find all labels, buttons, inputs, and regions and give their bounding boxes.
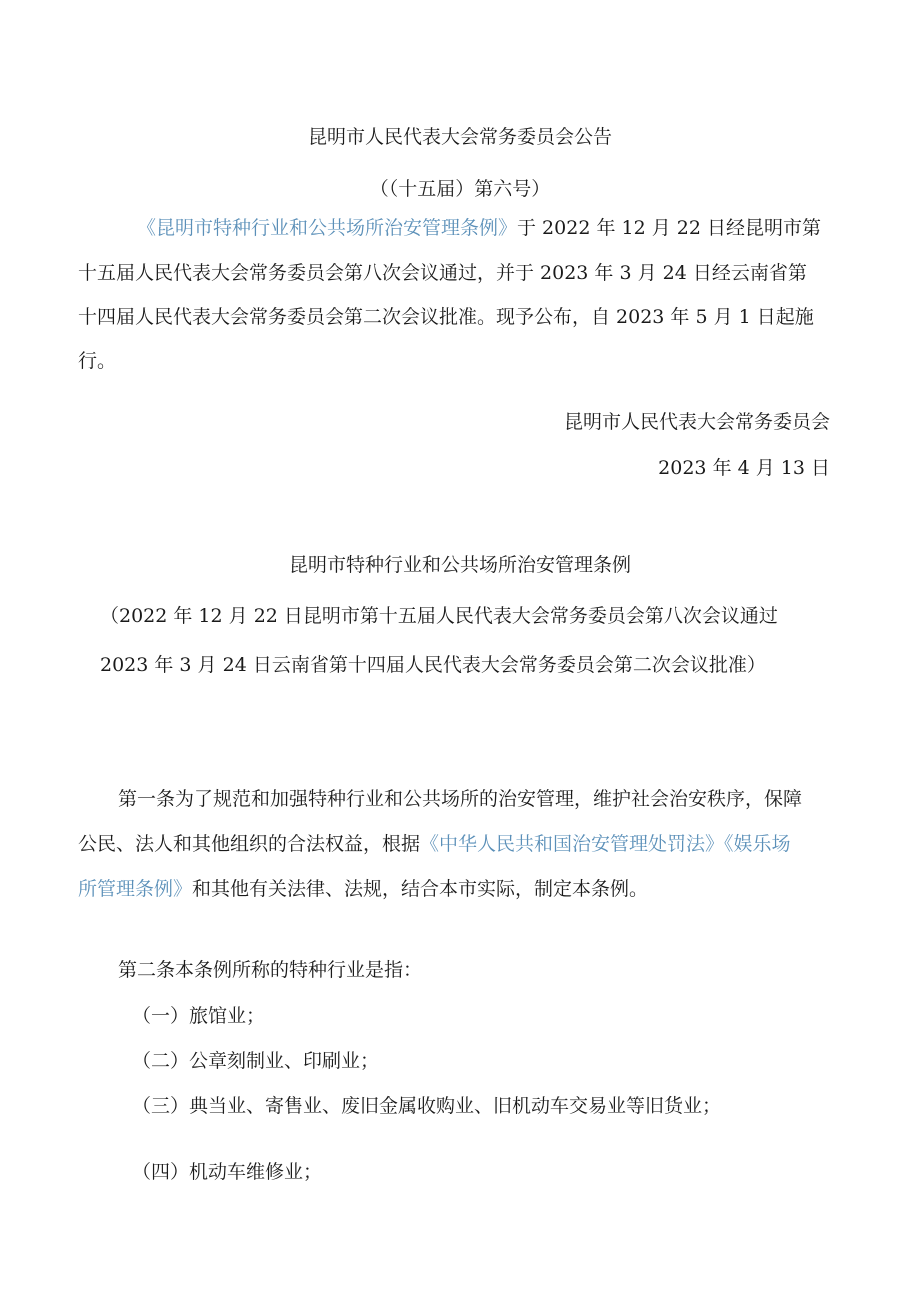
law-link[interactable]: 《中华人民共和国治安管理处罚法》《娱乐场 [420, 833, 791, 855]
entertainment-regulation-link[interactable]: 所管理条例》 [78, 878, 193, 900]
notice-date: 2023 年 4 月 13 日 [658, 457, 830, 479]
article-1-line-2 [78, 832, 791, 856]
article-2-item: （三）典当业、寄售业、废旧金属收购业、旧机动车交易业等旧货业； [132, 1095, 722, 1117]
article-2-intro: 第二条本条例所称的特种行业是指： [118, 959, 423, 981]
regulation-link[interactable]: 《昆明市特种行业和公共场所治安管理条例》 [137, 217, 518, 239]
notice-issuer: 昆明市人民代表大会常务委员会 [563, 411, 830, 433]
regulation-history-2: 2023 年 3 月 24 日云南省第十四届人民代表大会常务委员会第二次会议批准） [100, 654, 766, 676]
notice-para-line-2: 十五届人民代表大会常务委员会第八次会议通过，并于 2023 年 3 月 24 日经云南省第 [78, 262, 807, 284]
regulation-title: 昆明市特种行业和公共场所治安管理条例 [288, 554, 631, 576]
article-1-line-2-text: 公民、法人和其他组织的合法权益，根据 [78, 833, 421, 855]
notice-title: 昆明市人民代表大会常务委员会公告 [307, 126, 612, 148]
article-2-item: （二）公章刻制业、印刷业； [132, 1050, 380, 1072]
article-1-line-1: 第一条为了规范和加强特种行业和公共场所的治安管理，维护社会治安秩序，保障 [118, 788, 803, 810]
notice-para-line-1-text: 于 2022 年 12 月 22 日经昆明市第 [517, 217, 821, 239]
article-1-line-3 [78, 877, 648, 901]
notice-para-line-1 [137, 216, 821, 240]
article-1-line-3-text: 和其他有关法律、法规，结合本市实际，制定本条例。 [192, 878, 649, 900]
notice-para-line-4: 行。 [78, 350, 117, 372]
notice-number: （（十五届）第六号） [369, 178, 551, 200]
regulation-history-1: （2022 年 12 月 22 日昆明市第十五届人民代表大会常务委员会第八次会议通过 [100, 605, 778, 627]
notice-para-line-3: 十四届人民代表大会常务委员会第二次会议批准。现予公布，自 2023 年 5 月 1 日起施 [78, 306, 814, 328]
article-2-item: （一）旅馆业； [132, 1005, 266, 1027]
article-2-item: （四）机动车维修业； [132, 1161, 323, 1183]
